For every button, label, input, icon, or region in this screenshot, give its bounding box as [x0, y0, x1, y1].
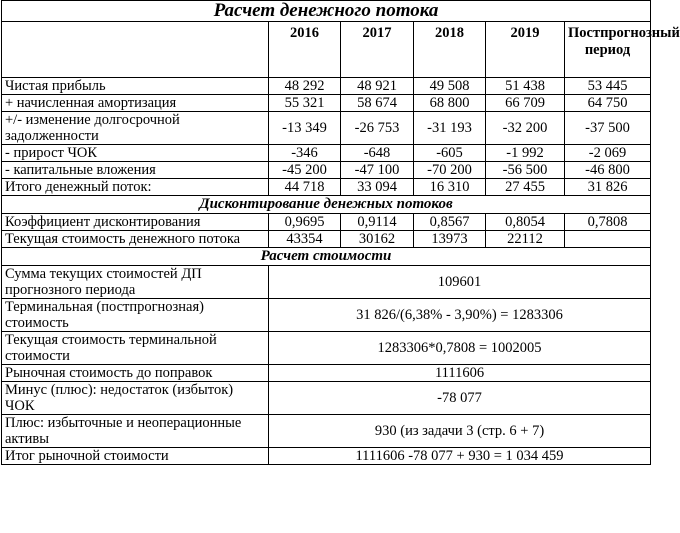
row-label: Минус (плюс): недостаток (избыток) ЧОК	[2, 382, 269, 415]
table-cell	[565, 231, 651, 248]
value-cell: 1111606 -78 077 + 930 = 1 034 459	[269, 448, 651, 465]
row-label: Итого денежный поток:	[2, 179, 269, 196]
table-row	[2, 78, 651, 95]
table-cell: 30162	[341, 231, 414, 248]
table-cell: 43354	[269, 231, 341, 248]
table-row	[2, 332, 651, 365]
table-cell: 13973	[414, 231, 486, 248]
cash-flow-table	[1, 0, 680, 465]
year-header-2018: 2018	[414, 22, 486, 78]
row-label: + начисленная амортизация	[2, 95, 269, 112]
table-cell: 49 508	[414, 78, 486, 95]
year-header-2016: 2016	[269, 22, 341, 78]
section-row	[2, 248, 651, 266]
table-cell: 0,8567	[414, 214, 486, 231]
value-cell: -78 077	[269, 382, 651, 415]
row-label: - прирост ЧОК	[2, 145, 269, 162]
title-row	[2, 1, 651, 22]
table-row	[2, 179, 651, 196]
table-row	[2, 162, 651, 179]
table-row	[2, 299, 651, 332]
row-label: Чистая прибыль	[2, 78, 269, 95]
table-cell: 58 674	[341, 95, 414, 112]
table-cell: 0,8054	[486, 214, 565, 231]
header-empty-cell	[2, 22, 269, 78]
table-cell: -31 193	[414, 112, 486, 145]
table-cell: 22112	[486, 231, 565, 248]
table-cell: 0,7808	[565, 214, 651, 231]
value-cell: 31 826/(6,38% - 3,90%) = 1283306	[269, 299, 651, 332]
row-label: Сумма текущих стоимостей ДП прогнозного периода	[2, 266, 269, 299]
table-row	[2, 266, 651, 299]
table-cell: -47 100	[341, 162, 414, 179]
table-cell: 53 445	[565, 78, 651, 95]
table-cell: 33 094	[341, 179, 414, 196]
table-cell: -605	[414, 145, 486, 162]
table-row	[2, 415, 651, 448]
table-cell: 51 438	[486, 78, 565, 95]
row-label: Текущая стоимость денежного потока	[2, 231, 269, 248]
table-row	[2, 214, 651, 231]
table-cell: -37 500	[565, 112, 651, 145]
row-label: +/- изменение долгосрочной задолженности	[2, 112, 269, 145]
forecast-header: Постпрогнозный период	[565, 22, 651, 78]
table-title: Расчет денежного потока	[2, 1, 651, 22]
row-label: Текущая стоимость терминальной стоимости	[2, 332, 269, 365]
table-row	[2, 95, 651, 112]
table-cell: -2 069	[565, 145, 651, 162]
table-cell: 48 921	[341, 78, 414, 95]
table-cell: 44 718	[269, 179, 341, 196]
table-cell: 64 750	[565, 95, 651, 112]
table-row	[2, 231, 651, 248]
table-row	[2, 112, 651, 145]
table-cell: -346	[269, 145, 341, 162]
table-cell: 27 455	[486, 179, 565, 196]
table-cell: 68 800	[414, 95, 486, 112]
row-label: Плюс: избыточные и неоперационные активы	[2, 415, 269, 448]
row-label: - капитальные вложения	[2, 162, 269, 179]
table-cell: 31 826	[565, 179, 651, 196]
table-cell: -32 200	[486, 112, 565, 145]
table-cell: 16 310	[414, 179, 486, 196]
year-header-2017: 2017	[341, 22, 414, 78]
table-cell: -46 800	[565, 162, 651, 179]
row-label: Терминальная (постпрогнозная) стоимость	[2, 299, 269, 332]
table-cell: -1 992	[486, 145, 565, 162]
table-row	[2, 382, 651, 415]
row-label: Рыночная стоимость до поправок	[2, 365, 269, 382]
table-cell: -56 500	[486, 162, 565, 179]
discount-section-title: Дисконтирование денежных потоков	[2, 196, 651, 214]
row-label: Коэффициент дисконтирования	[2, 214, 269, 231]
table-row	[2, 448, 651, 465]
value-section-title: Расчет стоимости	[2, 248, 651, 266]
table-cell: -648	[341, 145, 414, 162]
table-cell: 48 292	[269, 78, 341, 95]
table-cell: -45 200	[269, 162, 341, 179]
section-row	[2, 196, 651, 214]
table-cell: -70 200	[414, 162, 486, 179]
header-row	[2, 22, 651, 78]
value-cell: 1111606	[269, 365, 651, 382]
table-cell: 66 709	[486, 95, 565, 112]
value-cell: 930 (из задачи 3 (стр. 6 + 7)	[269, 415, 651, 448]
table-row	[2, 145, 651, 162]
table-cell: 55 321	[269, 95, 341, 112]
table-cell: 0,9695	[269, 214, 341, 231]
value-cell: 109601	[269, 266, 651, 299]
table-row	[2, 365, 651, 382]
table-cell: 0,9114	[341, 214, 414, 231]
row-label: Итог рыночной стоимости	[2, 448, 269, 465]
year-header-2019: 2019	[486, 22, 565, 78]
table-cell: -13 349	[269, 112, 341, 145]
value-cell: 1283306*0,7808 = 1002005	[269, 332, 651, 365]
table-cell: -26 753	[341, 112, 414, 145]
